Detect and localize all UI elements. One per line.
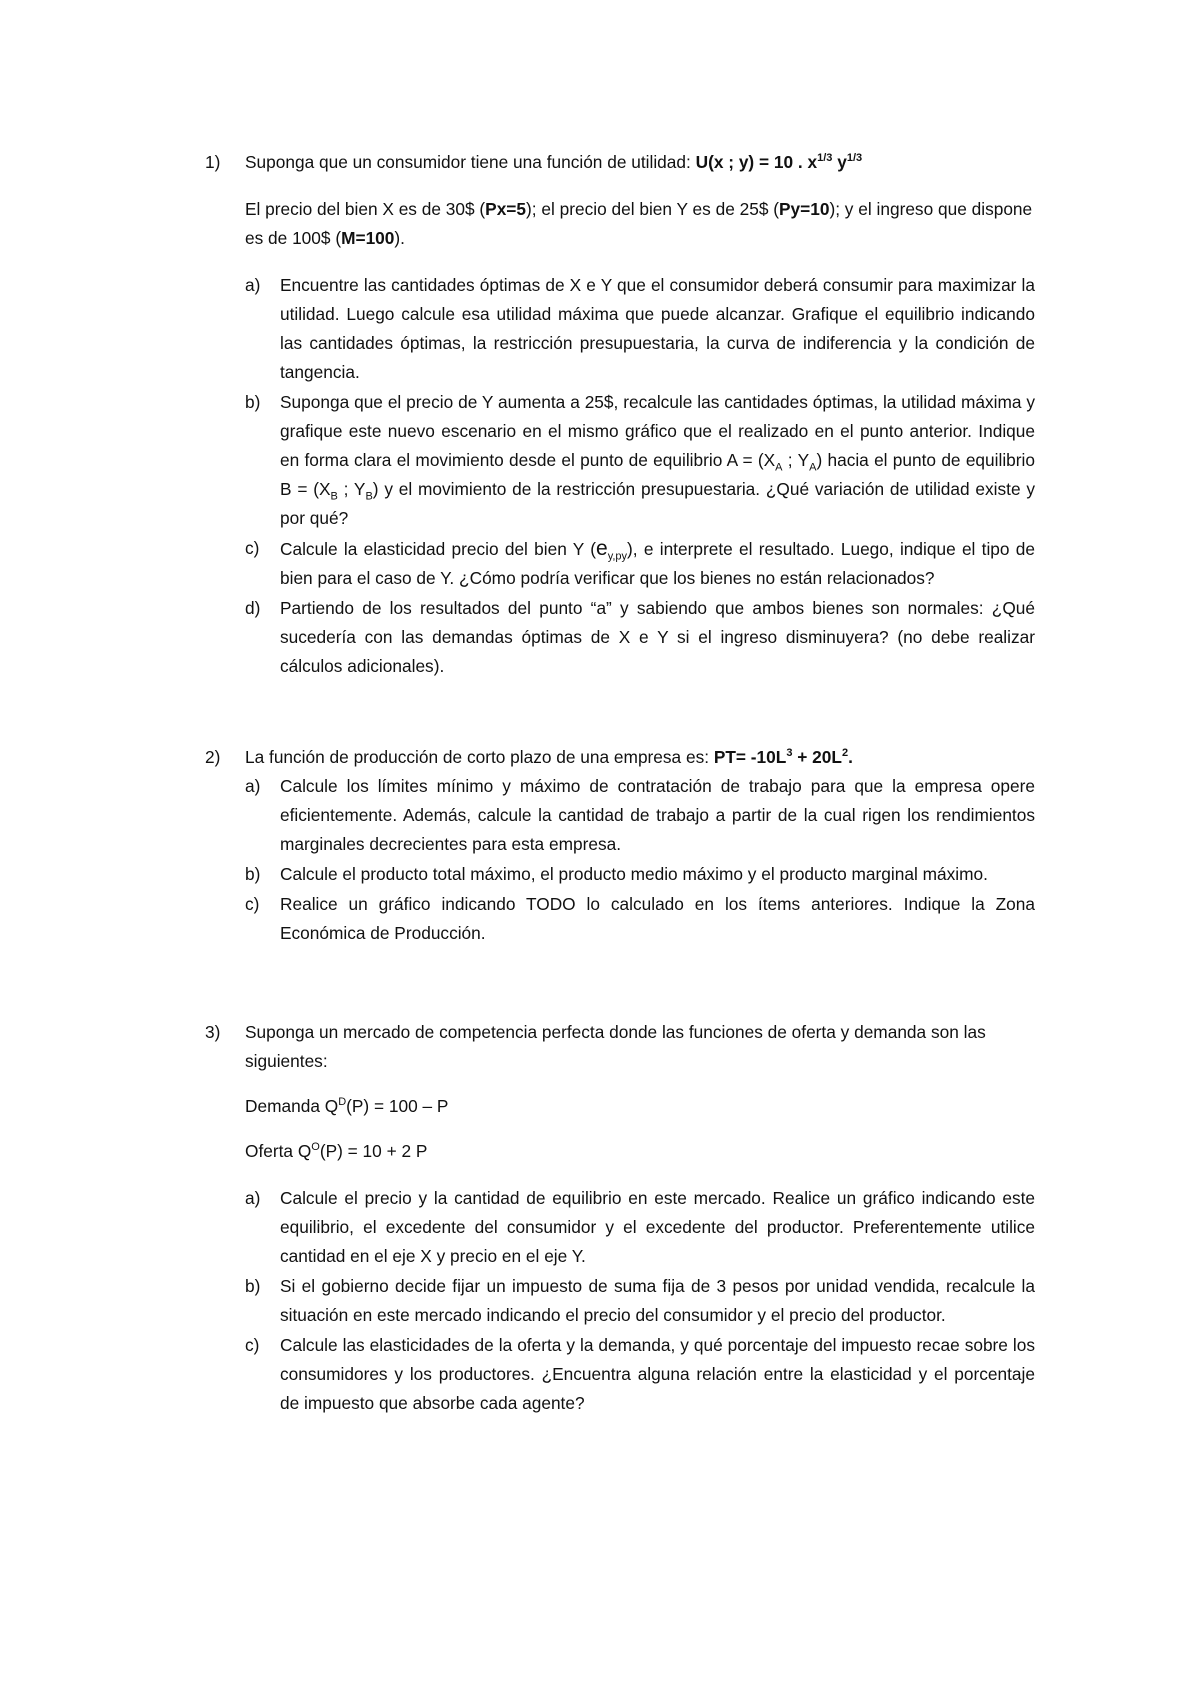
- item-text: Encuentre las cantidades óptimas de X e Y que el consumidor deberá consumir para maximizar la utilidad. Luego calcule esa utilidad máxima que puede alcanzar. Grafique el equilibrio indicando las cantidades óptimas, la restricción presupuestaria, la curva de indiferencia y la condición de tangencia.: [280, 275, 1035, 382]
- item-text: Realice un gráfico indicando TODO lo calculado en los ítems anteriores. Indique la Zona Económica de Producción.: [280, 894, 1035, 943]
- utility-function: U(x ; y) = 10 . $x^{1/3}$ $y^{1/3}$: [695, 152, 863, 172]
- item-c: [245, 1331, 1035, 1418]
- question-3: [205, 1018, 1035, 1418]
- item-b: [245, 388, 1035, 533]
- item-label: b): [245, 392, 261, 412]
- item-c: [245, 534, 1035, 593]
- item-text: Calcule la elasticidad precio del bien Y $(e_{y,py})$, e interprete el resultado. Luego, indique el tipo de bien para el caso de Y. ¿Cómo podría verificar que los bienes no están relacionados?: [280, 537, 1035, 588]
- item-label: b): [245, 1276, 261, 1296]
- item-label: b): [245, 864, 261, 884]
- item-label: c): [245, 538, 260, 558]
- item-text: Si el gobierno decide fijar un impuesto de suma fija de 3 pesos por unidad vendida, recalcule la situación en este mercado indicando el precio del consumidor y el precio del productor.: [280, 1276, 1035, 1325]
- item-list: [245, 1184, 1035, 1418]
- item-c: [245, 890, 1035, 948]
- question-number: 1): [205, 152, 221, 172]
- item-text: Suponga que el precio de Y aumenta a 25$, recalcule las cantidades óptimas, la utilidad máxima y grafique este nuevo escenario en el mismo gráfico que el realizado en el punto anterior. Indique en forma clara el movimiento desde el punto de equilibrio $A = (X_A$ ; $Y_A$) hacia el punto de equilibrio $B = (X_B$ ; $Y_B$) y el movimiento de la restricción presupuestaria. ¿Qué variación de utilidad existe y por qué?: [280, 392, 1035, 528]
- question-2: [205, 743, 1035, 948]
- question-number: 3): [205, 1022, 221, 1042]
- prices-paragraph: El precio del bien X es de 30$ (Px=5); el precio del bien Y es de 25$ (Py=10); y el ingreso que dispone es de 100$ (M=100).: [245, 199, 1033, 248]
- item-b: [245, 860, 1035, 889]
- item-text: Calcule los límites mínimo y máximo de contratación de trabajo para que la empresa opere eficientemente. Además, calcule la cantidad de trabajo a partir de la cual rigen los rendimientos marginales decrecientes para esta empresa.: [280, 776, 1035, 854]
- item-b: [245, 1272, 1035, 1330]
- item-text: Calcule el producto total máximo, el producto medio máximo y el producto marginal máximo.: [280, 864, 988, 884]
- production-function: $PT= -10L^3 + 20L^2$.: [713, 747, 853, 767]
- question-1: [205, 148, 1035, 681]
- question-intro: Suponga un mercado de competencia perfecta donde las funciones de oferta y demanda son las siguientes:: [245, 1022, 986, 1071]
- item-a: [245, 271, 1035, 387]
- item-label: d): [245, 598, 261, 618]
- item-a: [245, 1184, 1035, 1271]
- item-label: a): [245, 275, 261, 295]
- demand-equation: Demanda $Q^D(P) = 100 - P$: [245, 1096, 449, 1116]
- item-label: a): [245, 776, 261, 796]
- item-text: Partiendo de los resultados del punto “a” y sabiendo que ambos bienes son normales: ¿Qué sucedería con las demandas óptimas de X e Y si el ingreso disminuyera? (no debe realizar cálculos adicionales).: [280, 598, 1035, 676]
- item-d: [245, 594, 1035, 681]
- item-list: [245, 271, 1035, 681]
- question-intro: Suponga que un consumidor tiene una función de utilidad: U(x ; y) = 10 . $x^{1/3}$ $y^{1/3}$: [245, 152, 863, 172]
- supply-equation: Oferta $Q^O(P) = 10 + 2$ P: [245, 1141, 428, 1161]
- item-text: Calcule el precio y la cantidad de equilibrio en este mercado. Realice un gráfico indicando este equilibrio, el excedente del consumidor y el excedente del productor. Preferentemente utilice cantidad en el eje X y precio en el eje Y.: [280, 1188, 1035, 1266]
- item-label: c): [245, 1335, 260, 1355]
- item-text: Calcule las elasticidades de la oferta y la demanda, y qué porcentaje del impuesto recae sobre los consumidores y los productores. ¿Encuentra alguna relación entre la elasticidad y el porcentaje de impuesto que absorbe cada agente?: [280, 1335, 1035, 1413]
- question-number: 2): [205, 747, 221, 767]
- item-list: [245, 772, 1035, 948]
- question-intro: La función de producción de corto plazo de una empresa es: $PT= -10L^3 + 20L^2$.: [245, 747, 853, 767]
- item-label: a): [245, 1188, 261, 1208]
- item-a: [245, 772, 1035, 859]
- item-label: c): [245, 894, 260, 914]
